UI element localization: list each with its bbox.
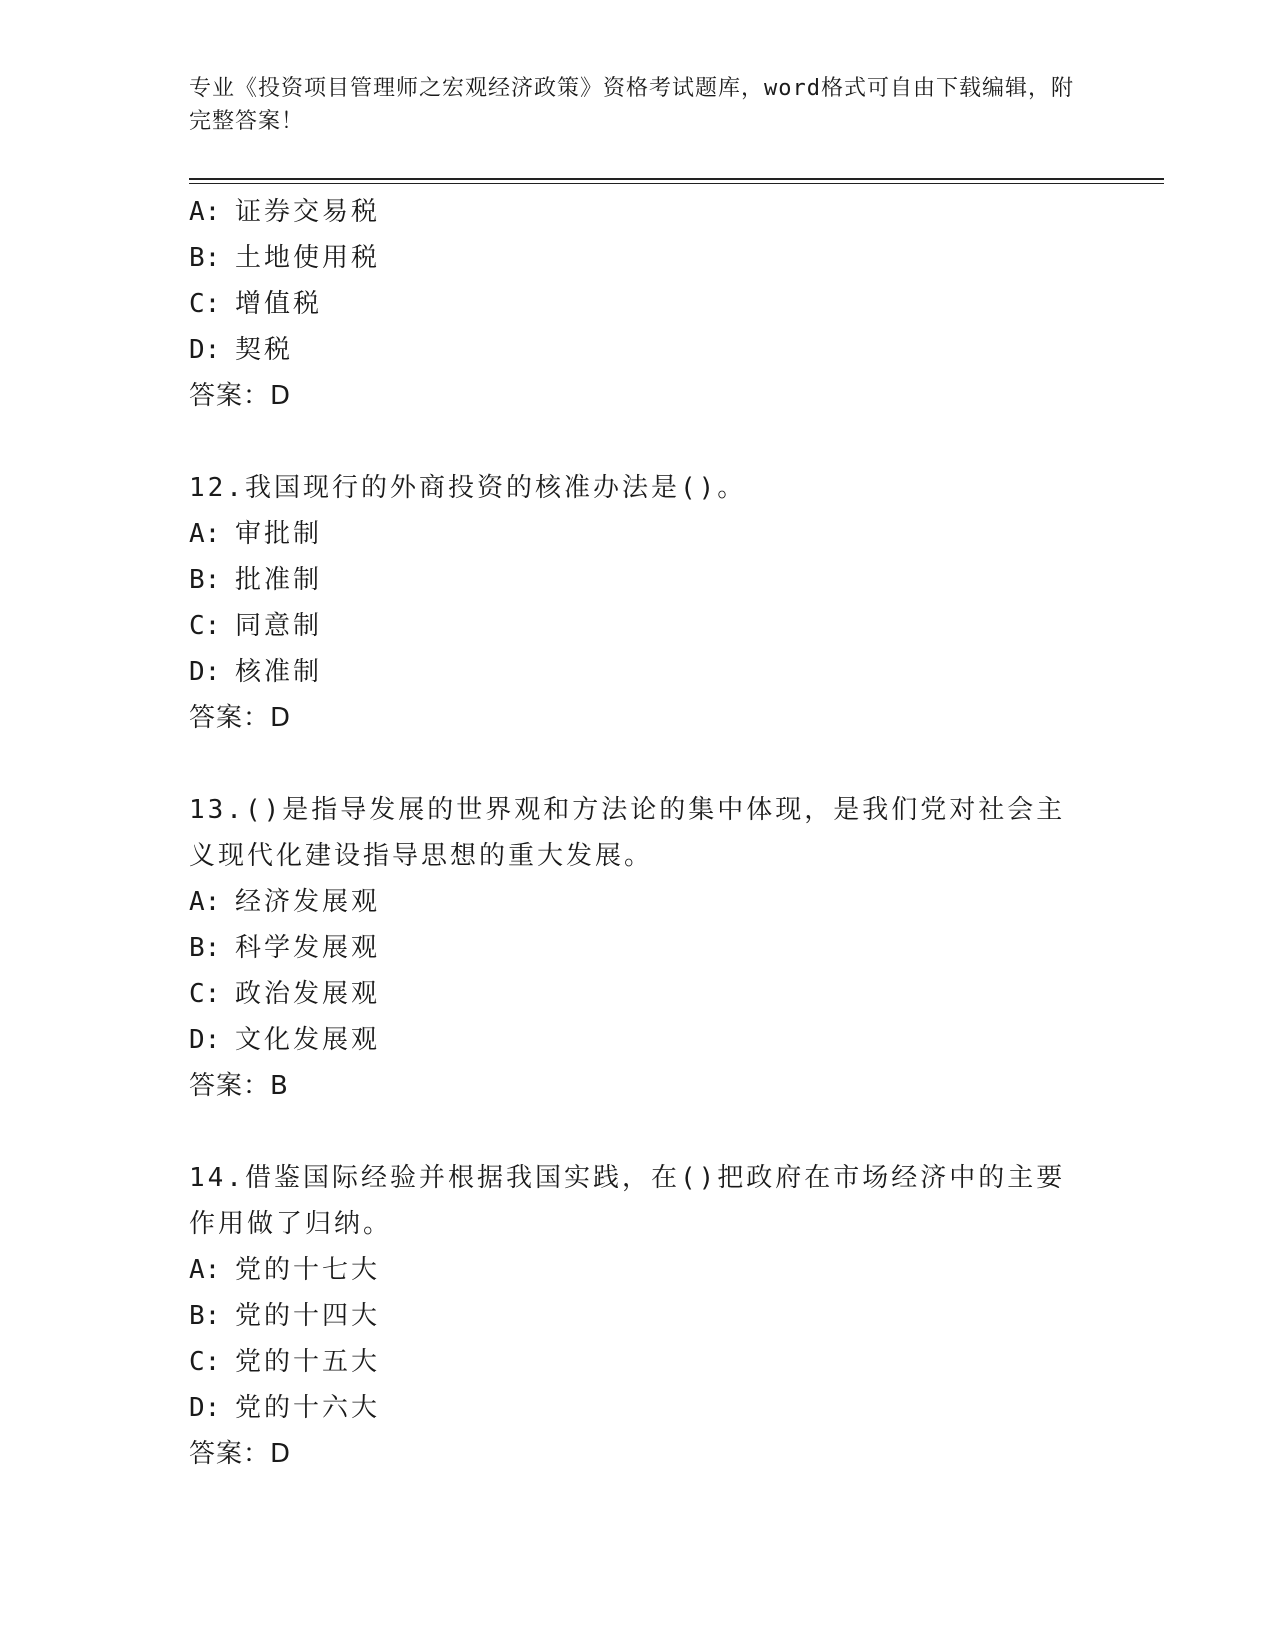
option-letter: C: (189, 1347, 221, 1377)
option-c (189, 281, 1089, 327)
option-text: 土地使用税 (235, 243, 381, 273)
option-text: 文化发展观 (235, 1025, 381, 1055)
option-a (189, 1247, 1089, 1293)
option-d (189, 649, 1089, 695)
option-b (189, 1293, 1089, 1339)
option-letter: B: (189, 565, 221, 595)
option-d (189, 327, 1089, 373)
option-c (189, 603, 1089, 649)
question-block-13 (189, 787, 1089, 1109)
question-block-12 (189, 465, 1089, 741)
option-letter: D: (189, 1393, 221, 1423)
option-letter: D: (189, 657, 221, 687)
answer-line: 答案：B (189, 1071, 289, 1101)
option-text: 经济发展观 (235, 887, 381, 917)
option-letter: B: (189, 1301, 221, 1331)
option-text: 契税 (235, 335, 294, 365)
question-text: 13.()是指导发展的世界观和方法论的集中体现，是我们党对社会主义现代化建设指导思想的重大发展。 (189, 795, 1066, 871)
option-letter: B: (189, 243, 221, 273)
option-text: 党的十六大 (235, 1393, 381, 1423)
option-c (189, 1339, 1089, 1385)
option-d (189, 1385, 1089, 1431)
option-letter: A: (189, 519, 221, 549)
option-b (189, 557, 1089, 603)
option-letter: A: (189, 1255, 221, 1285)
option-letter: B: (189, 933, 221, 963)
option-text: 同意制 (235, 611, 323, 641)
option-a (189, 511, 1089, 557)
question-text: 12.我国现行的外商投资的核准办法是()。 (189, 473, 747, 503)
option-text: 核准制 (235, 657, 323, 687)
spacer (189, 1109, 1089, 1155)
option-letter: C: (189, 289, 221, 319)
spacer (189, 419, 1089, 465)
header-divider (189, 178, 1164, 184)
document-header: 专业《投资项目管理师之宏观经济政策》资格考试题库，word格式可自由下载编辑，附完整答案！ (189, 76, 1074, 134)
option-b (189, 925, 1089, 971)
answer-line: 答案：D (189, 381, 292, 411)
option-text: 审批制 (235, 519, 323, 549)
option-text: 党的十七大 (235, 1255, 381, 1285)
question-block-14 (189, 1155, 1089, 1477)
option-text: 政治发展观 (235, 979, 381, 1009)
option-text: 党的十五大 (235, 1347, 381, 1377)
option-text: 证券交易税 (235, 197, 381, 227)
option-letter: A: (189, 887, 221, 917)
question-list (189, 189, 1089, 1477)
option-d (189, 1017, 1089, 1063)
question-text: 14.借鉴国际经验并根据我国实践，在()把政府在市场经济中的主要作用做了归纳。 (189, 1163, 1066, 1239)
answer-line: 答案：D (189, 703, 292, 733)
answer-line: 答案：D (189, 1439, 292, 1469)
option-text: 增值税 (235, 289, 323, 319)
question-block-11 (189, 189, 1089, 419)
spacer (189, 741, 1089, 787)
option-letter: C: (189, 611, 221, 641)
option-a (189, 189, 1089, 235)
option-text: 党的十四大 (235, 1301, 381, 1331)
option-b (189, 235, 1089, 281)
option-text: 批准制 (235, 565, 323, 595)
option-letter: A: (189, 197, 221, 227)
option-text: 科学发展观 (235, 933, 381, 963)
option-letter: D: (189, 1025, 221, 1055)
option-c (189, 971, 1089, 1017)
option-a (189, 879, 1089, 925)
option-letter: C: (189, 979, 221, 1009)
option-letter: D: (189, 335, 221, 365)
